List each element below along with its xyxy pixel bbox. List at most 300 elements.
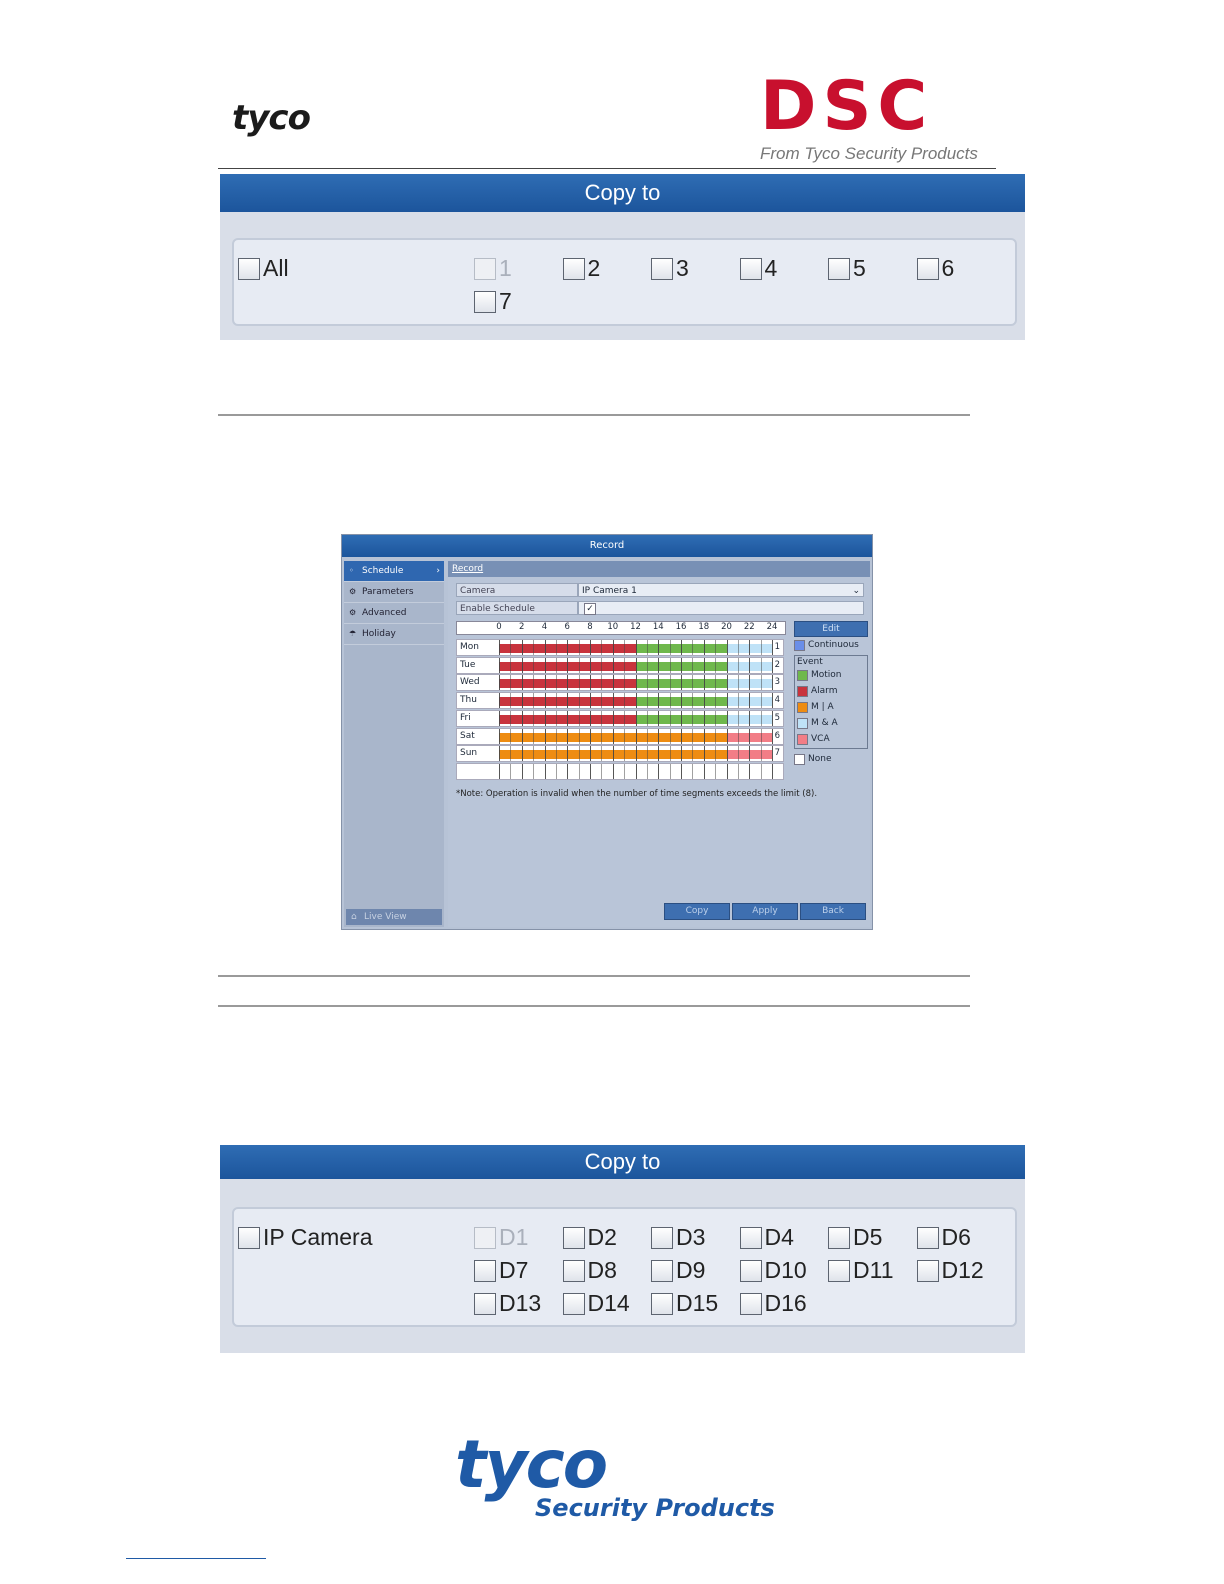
checkbox-box[interactable] (474, 1227, 496, 1249)
grid-line (624, 693, 625, 708)
grid-line (715, 640, 716, 655)
grid-line (579, 746, 580, 761)
checkbox-box[interactable] (917, 1260, 939, 1282)
grid-line (499, 658, 500, 673)
grid-line (624, 746, 625, 761)
checkbox-box[interactable] (474, 1293, 496, 1315)
grid-line (772, 658, 773, 673)
grid-line (749, 658, 750, 673)
checkbox-box[interactable] (917, 258, 939, 280)
edit-button[interactable]: Edit (794, 621, 868, 637)
grid-line (749, 675, 750, 690)
grid-line (499, 693, 500, 708)
checkbox-option[interactable] (740, 1257, 807, 1284)
grid-line (692, 746, 693, 761)
window-title: Record (342, 535, 872, 557)
legend-item (797, 699, 865, 715)
grid-line (704, 711, 705, 726)
grid-line (522, 675, 523, 690)
grid-line (601, 764, 602, 779)
hour-tick-label: 0 (496, 622, 502, 632)
grid-line (567, 693, 568, 708)
checkbox-box[interactable] (238, 258, 260, 280)
checkbox-option[interactable] (474, 255, 512, 282)
grid-line (613, 746, 614, 761)
grid-line (681, 711, 682, 726)
checkbox-option[interactable] (828, 255, 866, 282)
grid-line (636, 658, 637, 673)
hour-tick-label: 4 (541, 622, 548, 632)
grid-line (761, 675, 762, 690)
sidebar-item-label: Holiday (362, 629, 396, 639)
grid-line (761, 693, 762, 708)
enable-schedule-checkbox[interactable]: ✓ (584, 603, 596, 615)
day-row-wed[interactable] (456, 674, 784, 691)
grid-line (601, 640, 602, 655)
tab-record[interactable]: Record (448, 561, 870, 577)
grid-line (556, 711, 557, 726)
grid-line (772, 640, 773, 655)
legend-swatch (797, 686, 808, 697)
grid-line (658, 640, 659, 655)
grid-line (761, 746, 762, 761)
grid-line (647, 693, 648, 708)
checkbox-box[interactable] (474, 258, 496, 280)
back-button[interactable]: Back (800, 903, 866, 920)
checkbox-label: D10 (764, 1257, 807, 1283)
checkbox-label: All (263, 255, 289, 281)
grid-line (772, 675, 773, 690)
hour-tick-label: 8 (587, 622, 593, 632)
grid-line (692, 675, 693, 690)
hour-tick-label: 2 (519, 622, 525, 632)
camera-select[interactable] (578, 583, 864, 597)
grid-line (749, 746, 750, 761)
grid-line (647, 764, 648, 779)
checkbox-option[interactable] (740, 1224, 794, 1251)
grid-line (715, 746, 716, 761)
grid-line (590, 693, 591, 708)
grid-line (579, 711, 580, 726)
gears-icon: ⚙ (349, 608, 357, 617)
checkbox-box[interactable] (828, 1260, 850, 1282)
hour-tick-label: 12 (630, 622, 641, 632)
day-label: Tue (460, 659, 476, 670)
grid-line (727, 693, 728, 708)
checkbox-option[interactable] (651, 255, 689, 282)
day-row-sun[interactable] (456, 745, 784, 762)
grid-line (658, 746, 659, 761)
grid-line (658, 764, 659, 779)
checkbox-option[interactable] (563, 1290, 630, 1317)
grid-line (647, 729, 648, 744)
grid-line (772, 693, 773, 708)
checkbox-label: D14 (587, 1290, 630, 1316)
grid-line (727, 658, 728, 673)
legend-label: Motion (811, 670, 842, 680)
checkbox-label: 1 (499, 255, 512, 281)
grid-line (738, 658, 739, 673)
checkbox-option[interactable] (651, 1224, 705, 1251)
grid-line (567, 746, 568, 761)
day-label: Mon (460, 642, 479, 652)
grid-line (727, 764, 728, 779)
gear-icon: ⚙ (349, 587, 357, 596)
grid-line (522, 658, 523, 673)
grid-line (567, 640, 568, 655)
section-divider (218, 975, 970, 977)
grid-line (556, 693, 557, 708)
checkbox-box[interactable] (828, 258, 850, 280)
grid-line (499, 640, 500, 655)
chevron-right-icon: › (436, 566, 440, 576)
checkbox-option[interactable] (474, 288, 512, 315)
grid-line (510, 658, 511, 673)
grid-line (510, 764, 511, 779)
hour-tick-label: 18 (698, 622, 710, 632)
checkbox-label: D5 (853, 1224, 883, 1250)
checkbox-option[interactable] (474, 1257, 528, 1284)
hour-tick-label: 14 (652, 622, 664, 632)
checkbox-option[interactable] (474, 1224, 528, 1251)
grid-line (499, 711, 500, 726)
legend-label: Alarm (811, 686, 838, 696)
section-divider (218, 414, 970, 416)
grid-line (658, 693, 659, 708)
checkbox-box[interactable] (651, 258, 673, 280)
grid-line (624, 711, 625, 726)
chevron-down-icon: ⌄ (852, 586, 860, 596)
day-number: 2 (774, 659, 780, 670)
checkbox-option[interactable] (740, 1290, 807, 1317)
grid-line (510, 746, 511, 761)
grid-line (761, 764, 762, 779)
sidebar-item-schedule[interactable] (344, 561, 444, 582)
sidebar-item-advanced[interactable] (344, 603, 444, 624)
grid-line (624, 729, 625, 744)
day-number: 3 (774, 677, 780, 688)
copy-options-panel (232, 1207, 1017, 1327)
copy-to-dialog-ip-cameras (220, 1145, 1025, 1353)
legend-item (797, 683, 865, 699)
hour-tick-label: 10 (607, 622, 619, 632)
grid-line (681, 764, 682, 779)
umbrella-icon: ☂ (349, 629, 357, 638)
checkbox-box[interactable] (563, 258, 585, 280)
legend-label: None (808, 754, 832, 764)
checkbox-box[interactable] (740, 1260, 762, 1282)
checkbox-option[interactable] (828, 1224, 882, 1251)
checkbox-box[interactable] (563, 1260, 585, 1282)
apply-button[interactable]: Apply (732, 903, 798, 920)
grid-line (579, 729, 580, 744)
dsc-logo-letters: DSC (760, 67, 934, 146)
checkbox-ip-camera[interactable] (238, 1224, 373, 1251)
sidebar-item-parameters[interactable] (344, 582, 444, 603)
grid-line (545, 693, 546, 708)
legend-swatch (794, 640, 805, 651)
checkbox-option[interactable] (828, 1257, 894, 1284)
record-main-panel (448, 561, 870, 927)
grid-line (533, 675, 534, 690)
copy-options-panel (232, 238, 1017, 326)
checkbox-option[interactable] (651, 1257, 705, 1284)
dsc-tagline: From Tyco Security Products (760, 144, 978, 163)
checkbox-box[interactable] (740, 258, 762, 280)
checkbox-label: D2 (587, 1224, 617, 1250)
day-label: Wed (460, 677, 480, 688)
grid-line (647, 675, 648, 690)
grid-line (749, 711, 750, 726)
grid-line (658, 711, 659, 726)
grid-line (533, 693, 534, 708)
dialog-title: Copy to (220, 174, 1025, 212)
day-label: Sun (460, 748, 478, 759)
checkbox-label: D13 (499, 1290, 542, 1316)
grid-line (624, 764, 625, 779)
grid-line (772, 764, 773, 779)
grid-line (567, 764, 568, 779)
checkbox-box[interactable] (474, 291, 496, 313)
grid-line (681, 658, 682, 673)
dialog-title: Copy to (220, 1145, 1025, 1179)
checkbox-all[interactable] (238, 255, 289, 282)
grid-line (772, 711, 773, 726)
grid-line (670, 711, 671, 726)
grid-line (681, 693, 682, 708)
grid-line (727, 675, 728, 690)
grid-line (590, 711, 591, 726)
legend-item (797, 667, 865, 683)
checkbox-label: D3 (676, 1224, 706, 1250)
grid-line (670, 729, 671, 744)
copy-button[interactable]: Copy (664, 903, 730, 920)
checkbox-label: D12 (941, 1257, 984, 1283)
checkbox-label: 7 (499, 288, 512, 314)
checkbox-box[interactable] (474, 1260, 496, 1282)
checkbox-option[interactable] (917, 1224, 971, 1251)
legend-label: M & A (811, 718, 838, 728)
grid-line (522, 746, 523, 761)
grid-line (727, 746, 728, 761)
grid-line (499, 729, 500, 744)
dsc-logo (760, 67, 996, 164)
sidebar (344, 561, 444, 927)
grid-line (715, 658, 716, 673)
legend-label: Continuous (808, 640, 859, 650)
tyco-footer-tagline: Security Products (535, 1494, 775, 1522)
copy-to-dialog-cameras (220, 174, 1025, 340)
sidebar-item-holiday[interactable] (344, 624, 444, 645)
grid-line (499, 764, 500, 779)
live-view-label: Live View (364, 912, 407, 922)
grid-line (590, 658, 591, 673)
grid-line (715, 693, 716, 708)
grid-line (601, 746, 602, 761)
grid-line (522, 764, 523, 779)
grid-line (727, 729, 728, 744)
checkbox-option[interactable] (740, 255, 778, 282)
day-number: 6 (774, 730, 780, 741)
header-divider (218, 168, 996, 169)
grid-line (613, 711, 614, 726)
grid-line (522, 640, 523, 655)
grid-line (738, 711, 739, 726)
legend-item (797, 715, 865, 731)
grid-line (590, 746, 591, 761)
grid-line (704, 746, 705, 761)
sidebar-item-label: Schedule (362, 566, 404, 576)
grid-line (761, 711, 762, 726)
footer-underline (126, 1558, 266, 1559)
grid-line (727, 711, 728, 726)
grid-line (715, 675, 716, 690)
day-number: 4 (774, 695, 780, 706)
grid-line (601, 675, 602, 690)
grid-line (590, 764, 591, 779)
grid-line (738, 746, 739, 761)
grid-line (636, 746, 637, 761)
legend-event-title: Event (797, 657, 823, 667)
grid-line (556, 729, 557, 744)
checkbox-label: D11 (853, 1257, 894, 1283)
grid-line (692, 640, 693, 655)
checkbox-option[interactable] (651, 1290, 718, 1317)
day-number: 7 (774, 748, 780, 759)
grid-line (601, 693, 602, 708)
grid-line (590, 675, 591, 690)
grid-line (761, 729, 762, 744)
grid-line (681, 746, 682, 761)
checkbox-label: 5 (853, 255, 866, 281)
checkbox-box[interactable] (651, 1293, 673, 1315)
checkbox-box[interactable] (651, 1227, 673, 1249)
section-divider (218, 1005, 970, 1007)
checkbox-option[interactable] (474, 1290, 541, 1317)
grid-line (749, 693, 750, 708)
hour-tick-label: 6 (564, 622, 570, 632)
grid-line (499, 675, 500, 690)
grid-line (510, 729, 511, 744)
grid-line (545, 640, 546, 655)
grid-line (545, 711, 546, 726)
grid-line (545, 675, 546, 690)
grid-line (692, 764, 693, 779)
grid-line (579, 658, 580, 673)
grid-line (567, 675, 568, 690)
grid-line (704, 693, 705, 708)
day-row-tue[interactable] (456, 657, 784, 674)
grid-line (738, 729, 739, 744)
checkbox-option[interactable] (563, 1257, 617, 1284)
day-label: Sat (460, 730, 475, 741)
checkbox-box[interactable] (917, 1227, 939, 1249)
grid-line (522, 729, 523, 744)
legend-item (797, 731, 865, 747)
grid-line (715, 764, 716, 779)
grid-line (545, 764, 546, 779)
grid-line (510, 693, 511, 708)
checkbox-label: 4 (764, 255, 778, 281)
checkbox-label: D8 (587, 1257, 617, 1283)
grid-line (613, 640, 614, 655)
checkbox-box[interactable] (563, 1293, 585, 1315)
grid-line (613, 675, 614, 690)
camera-label: Camera (456, 583, 578, 597)
checkbox-option[interactable] (563, 255, 601, 282)
legend-swatch (797, 702, 808, 713)
grid-line (704, 729, 705, 744)
grid-line (715, 729, 716, 744)
grid-line (681, 640, 682, 655)
note-text: *Note: Operation is invalid when the number of time segments exceeds the limit (8). (456, 789, 818, 799)
grid-line (670, 675, 671, 690)
grid-line (579, 764, 580, 779)
grid-line (647, 711, 648, 726)
live-view-button[interactable] (346, 909, 442, 925)
enable-schedule-field (578, 601, 864, 615)
checkbox-option[interactable] (917, 1257, 984, 1284)
day-row-fri[interactable] (456, 710, 784, 727)
checkbox-label: D15 (676, 1290, 719, 1316)
grid-line (624, 640, 625, 655)
grid-line (499, 746, 500, 761)
grid-line (533, 711, 534, 726)
grid-line (624, 675, 625, 690)
enable-schedule-label: Enable Schedule (456, 601, 578, 615)
tyco-logo: tyco (232, 98, 310, 138)
grid-line (647, 640, 648, 655)
day-row-sat[interactable] (456, 728, 784, 745)
grid-line (510, 640, 511, 655)
grid-line (670, 640, 671, 655)
checkbox-box[interactable] (563, 1227, 585, 1249)
grid-line (522, 693, 523, 708)
camera-select-value: IP Camera 1 (582, 586, 637, 596)
grid-line (636, 729, 637, 744)
checkbox-box[interactable] (828, 1227, 850, 1249)
checkbox-option[interactable] (917, 255, 955, 282)
grid-line (704, 675, 705, 690)
day-row-empty (456, 763, 784, 780)
day-label: Fri (460, 712, 471, 723)
day-row-mon[interactable] (456, 639, 784, 656)
day-label: Thu (460, 695, 477, 706)
grid-line (636, 640, 637, 655)
grid-line (601, 729, 602, 744)
day-row-thu[interactable] (456, 692, 784, 709)
checkbox-box[interactable] (740, 1293, 762, 1315)
checkbox-box[interactable] (238, 1227, 260, 1249)
grid-line (738, 640, 739, 655)
grid-line (545, 729, 546, 744)
legend-swatch (797, 670, 808, 681)
grid-line (567, 658, 568, 673)
legend-item (794, 751, 868, 767)
grid-line (533, 746, 534, 761)
grid-line (772, 729, 773, 744)
grid-line (579, 640, 580, 655)
grid-line (738, 764, 739, 779)
grid-line (601, 711, 602, 726)
checkbox-option[interactable] (563, 1224, 617, 1251)
checkbox-box[interactable] (651, 1260, 673, 1282)
grid-line (567, 729, 568, 744)
checkbox-box[interactable] (740, 1227, 762, 1249)
record-schedule-screen (341, 534, 873, 930)
grid-line (545, 658, 546, 673)
day-number: 1 (774, 642, 780, 652)
